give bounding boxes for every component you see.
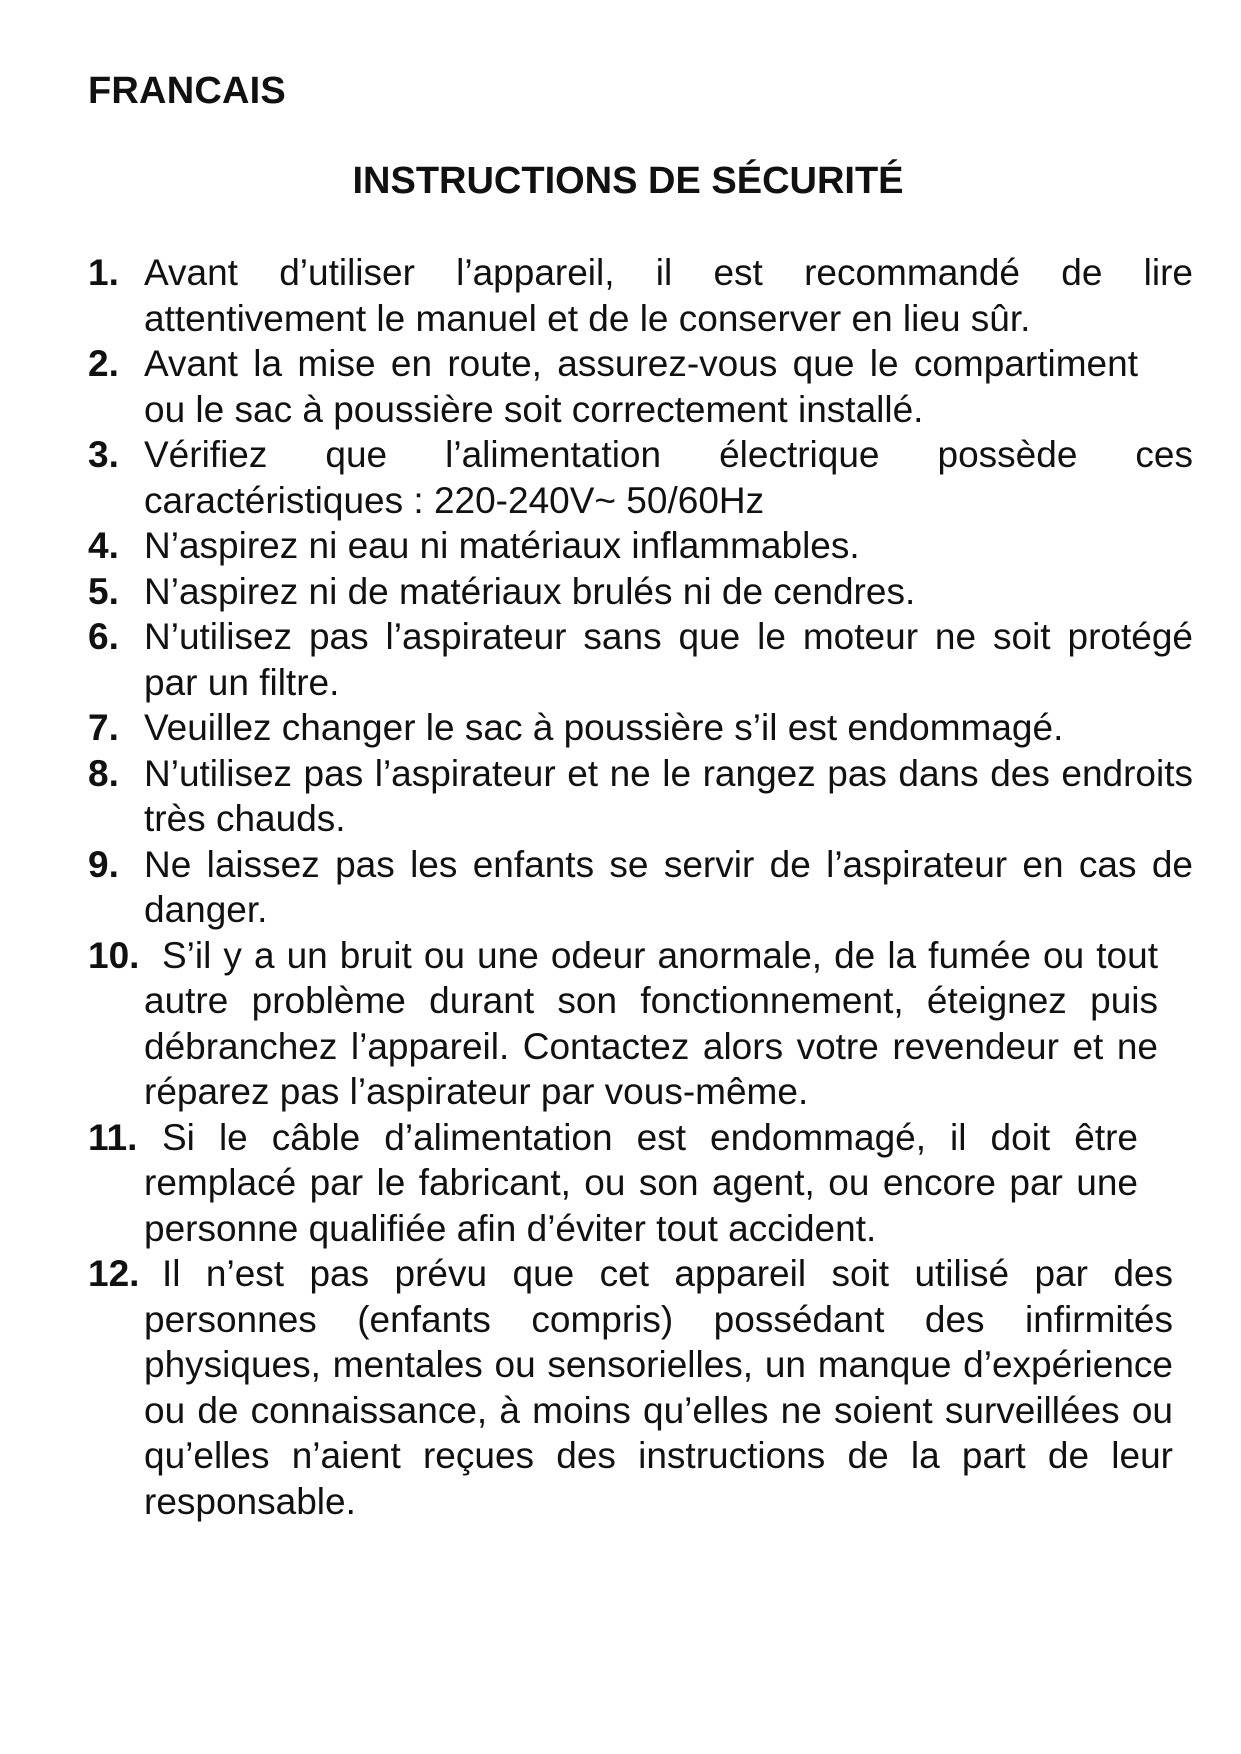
item-number: 5. <box>88 570 119 612</box>
list-item <box>88 341 1138 432</box>
item-number: 12. <box>88 1253 140 1294</box>
item-text: Veuillez changer le sac à poussière s’il est endommagé. <box>144 707 1064 748</box>
list-item <box>88 842 1193 933</box>
item-text: N’aspirez ni eau ni matériaux inflammables. <box>144 525 860 566</box>
item-number: 3. <box>88 434 119 475</box>
item-number: 1. <box>88 252 119 293</box>
item-number: 8. <box>88 752 119 794</box>
list-item <box>88 705 1193 751</box>
language-heading: FRANCAIS <box>88 70 286 112</box>
item-text: N’aspirez ni de matériaux brulés ni de cendres. <box>144 570 916 612</box>
item-text: Ne laissez pas les enfants se servir de l’aspirateur en cas de danger. <box>144 843 1193 930</box>
list-item <box>88 614 1193 705</box>
item-text: Si le câble d’alimentation est endommagé, il doit être remplacé par le fabricant, ou son agent, ou encore par une personne qualifiée afin d’éviter tout accident. <box>144 1116 1138 1249</box>
item-number: 4. <box>88 525 119 566</box>
list-item <box>88 432 1193 523</box>
list-item <box>88 751 1193 842</box>
item-text: Avant d’utiliser l’appareil, il est recommandé de lire attentivement le manuel et de le conserver en lieu sûr. <box>144 252 1193 339</box>
list-item <box>88 569 1193 615</box>
item-text: Vérifiez que l’alimentation électrique possède ces caractéristiques : 220-240V~ 50/60Hz <box>144 434 1193 521</box>
item-number: 2. <box>88 343 119 384</box>
item-number: 11. <box>88 1116 138 1158</box>
list-item <box>88 933 1158 1115</box>
item-text: Il n’est pas prévu que cet appareil soit utilisé par des personnes (enfants compris) possédant des infirmités physiques, mentales ou sensorielles, un manque d’expérience ou de connaissance, à moins qu’elles ne soient surveillées ou qu’elles n’aient reçues des instructions de la part de leur responsable. <box>144 1253 1173 1522</box>
item-text: N’utilisez pas l’aspirateur sans que le moteur ne soit protégé par un filtre. <box>144 616 1193 703</box>
item-number: 9. <box>88 843 119 885</box>
item-text: N’utilisez pas l’aspirateur et ne le rangez pas dans des endroits très chauds. <box>144 752 1193 839</box>
list-item <box>88 250 1193 341</box>
list-item <box>88 1115 1138 1252</box>
item-text: S’il y a un bruit ou une odeur anormale, de la fumée ou tout autre problème durant son fonctionnement, éteignez puis débranchez l’appareil. Contactez alors votre revendeur et ne réparez pas l’aspirateur par vous-même. <box>144 934 1158 1112</box>
safety-instructions-list <box>88 250 1193 1524</box>
item-number: 6. <box>88 616 119 657</box>
item-number: 10. <box>88 934 140 976</box>
list-item <box>88 1251 1173 1524</box>
page-title: INSTRUCTIONS DE SÉCURITÉ <box>352 160 904 202</box>
item-number: 7. <box>88 707 119 748</box>
item-text: Avant la mise en route, assurez-vous que le compartiment ou le sac à poussière soit correctement installé. <box>144 343 1138 430</box>
list-item <box>88 523 1193 569</box>
